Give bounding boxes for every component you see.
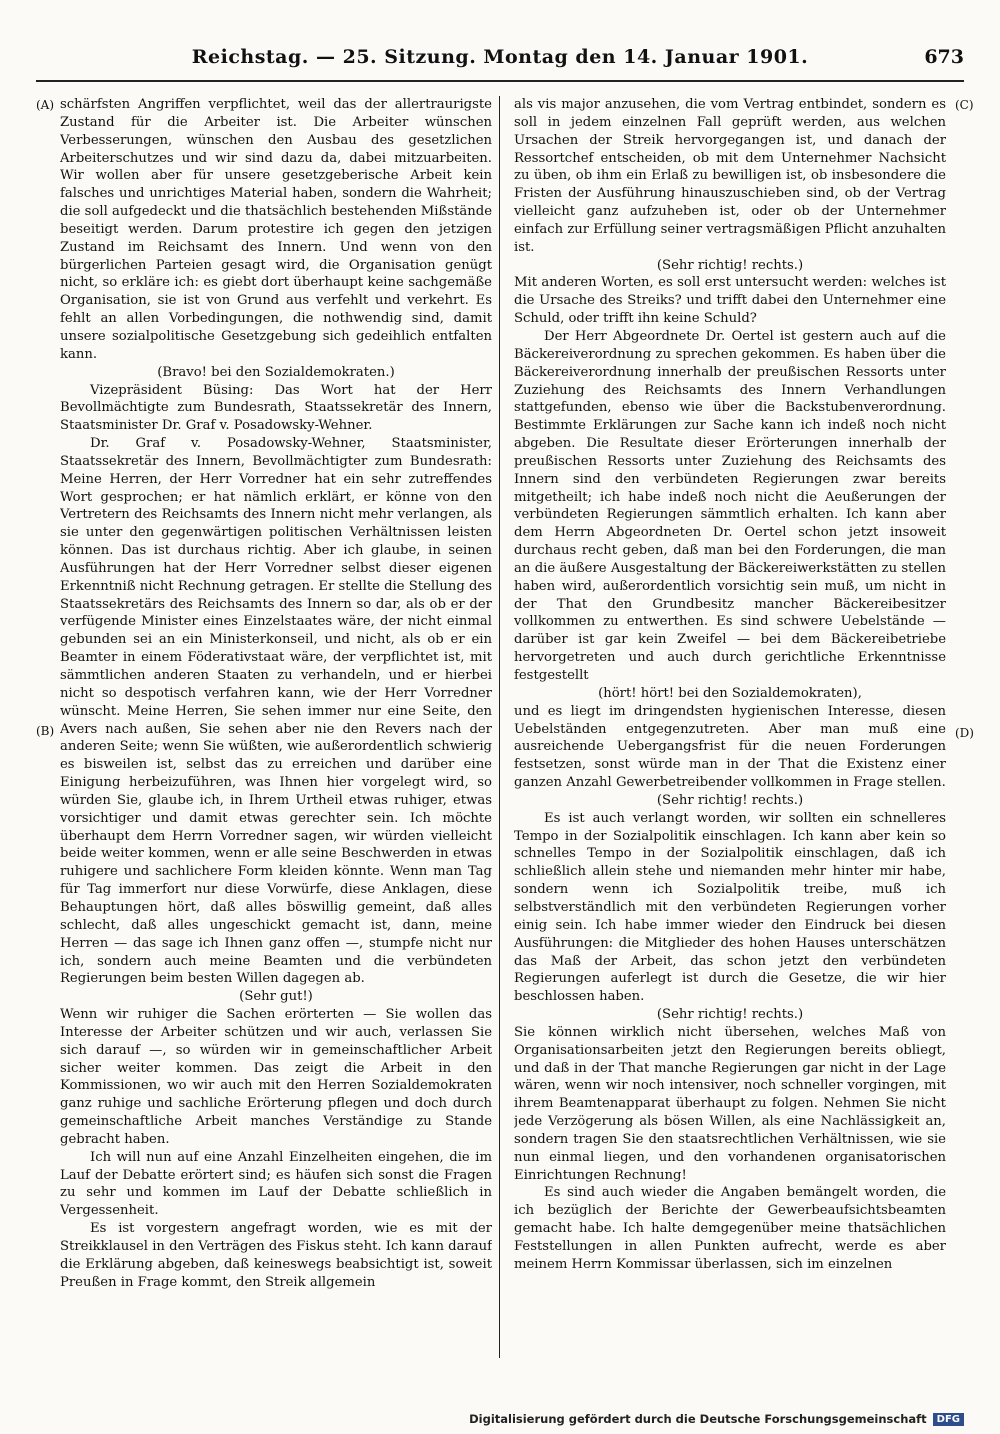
paragraph: Ich will nun auf eine Anzahl Einzelheiten eingehen, die im Lauf der Debatte erörtert sind; es häufen sich sonst die Fragen zu sehr und kommen im Lauf der Debatte schließlich in Vergessenheit. bbox=[60, 1149, 492, 1219]
digitization-credit bbox=[469, 1411, 964, 1427]
margin-marker-d: (D) bbox=[955, 726, 974, 740]
paragraph: als vis major anzusehen, die vom Vertrag entbindet, sondern es soll in jedem einzelnen Fall geprüft werden, aus welchen Ursachen der Streik hervorgegangen ist, und danach der Ressortchef entscheiden, ob mit dem Unternehmer Nachsicht zu üben, ob ihm ein Erlaß zu bewilligen ist, ob insbesondere die Fristen der Ausführung hinauszuschieben sind, ob der Vertrag vielleicht ganz aufzuheben ist, oder ob der Unternehmer einfach zur Erfüllung seiner vertragsmäßigen Pflicht anzuhalten ist. bbox=[514, 97, 946, 255]
paragraph: schärfsten Angriffen verpflichtet, weil das der allertraurigste Zustand für die Arbeiter ist. Die Arbeiter wünschen Verbesserungen, wünschen den Ausbau des gesetzlichen Arbeiterschutzes und wir sind dazu da, dabei mitzuarbeiten. Wir wollen aber für unsere gesetzgeberische Arbeit kein falsches und unrichtiges Material haben, sondern die Wahrheit; die soll aufgedeckt und die thatsächlich bestehenden Mißstände beseitigt werden. Darum protestire ich gegen den jetzigen Zustand im Reichsamt des Innern. Und wenn von den bürgerlichen Parteien gesagt wird, die Organisation genügt nicht, so erkläre ich: es giebt dort überhaupt keine sachgemäße Organisation, sie ist von Grund aus verfehlt und verkehrt. Es fehlt an allen Vorbedingungen, die nothwendig sind, damit unsere sozialpolitische Gesetzgebung sich gedeihlich entfalten kann. bbox=[60, 97, 492, 362]
dfg-logo: DFG bbox=[933, 1413, 964, 1426]
interjection: (Sehr richtig! rechts.) bbox=[656, 1007, 804, 1023]
paragraph: Es sind auch wieder die Angaben bemängelt worden, die ich bezüglich der Berichte der Gewerbeaufsichtsbeamten gemacht habe. Ich halte demgegenüber meine thatsächlichen Feststellungen in allen Punkten aufrecht, werde es aber meinem Herrn Kommissar überlassen, sich im einzelnen bbox=[514, 1185, 946, 1272]
interjection: (Sehr richtig! rechts.) bbox=[656, 792, 804, 808]
margin-marker-b: (B) bbox=[36, 724, 55, 738]
margin-marker-c: (C) bbox=[955, 98, 974, 112]
paragraph: Sie können wirklich nicht übersehen, welches Maß von Organisationsarbeiten jetzt den Regierungen bereits obliegt, und daß in der That manche Regierungen gar nicht in der Lage wären, wenn wir noch intensiver, noch schneller vorgingen, mit ihrem Beamtenapparat überhaupt zu folgen. Nehmen Sie nicht jede Verzögerung als bösen Willen, als eine Nachlässigkeit an, sondern tragen Sie den staatsrechtlichen Verhältnissen, wie sie nun einmal liegen, und den vorhandenen organisatorischen Einrichtungen Rechnung! bbox=[514, 1024, 946, 1183]
paragraph: Vizepräsident Büsing: Das Wort hat der Herr Bevollmächtigte zum Bundesrath, Staatssekretär des Innern, Staatsminister Dr. Graf v. Posadowsky-Wehner. bbox=[60, 382, 492, 434]
paragraph: Der Herr Abgeordnete Dr. Oertel ist gestern auch auf die Bäckereiverordnung zu sprechen gekommen. Es haben über die Bäckereiverordnung innerhalb der preußischen Ressorts unter Zuziehung des Reichsamts des Innern Verhandlungen stattgefunden, ebenso wie über die Backstubenverordnung. Bestimmte Erklärungen zur Sache kann ich indeß noch nicht abgeben. Die Resultate dieser Erörterungen innerhalb der preußischen Ressorts unter Zuziehung des Reichsamts des Innern sind den verbündeten Regierungen zwar bereits mitgetheilt; ich habe indeß noch nicht die Aeußerungen der verbündeten Regierungen sämmtlich erhalten. Ich kann aber dem Herrn Abgeordneten Dr. Oertel schon jetzt insoweit durchaus recht geben, daß man bei den Forderungen, die man an die äußere Ausgestaltung der Bäckereiwerkstätten zu stellen haben wird, außerordentlich vorsichtig sein muß, um nicht in der That den Grundbesitz mancher Bäckereibesitzer vollkommen zu entwerthen. Es sind schwere Uebelstände — darüber ist gar kein Zweifel — bei dem Bäckereibetriebe hervorgetreten und auch durch gerichtliche Erkenntnisse festgestellt bbox=[514, 328, 946, 683]
interjection: (Bravo! bei den Sozialdemokraten.) bbox=[157, 364, 395, 380]
paragraph: Wenn wir ruhiger die Sachen erörterten — Sie wollen das Interesse der Arbeiter schützen und wir auch, verlassen Sie sich darauf —, so würden wir in gemeinschaftlicher Arbeit sicher weiter kommen. Das zeigt die Arbeit in den Kommissionen, wo wir auch mit den Herren Sozialdemokraten ganz ruhige und sachliche Erörterung pflegen und doch durch gemeinschaftliche Arbeit manches Verständige zu Stande gebracht haben. bbox=[60, 1007, 492, 1147]
interjection: (hört! hört! bei den Sozialdemokraten), bbox=[598, 685, 862, 701]
paragraph: Es ist vorgestern angefragt worden, wie es mit der Streikklausel in den Verträgen des Fiskus steht. Ich kann darauf die Erklärung abgeben, daß keineswegs beabsichtigt ist, soweit Preußen in Frage kommt, den Streik allgemein bbox=[60, 1221, 492, 1290]
credit-text: Digitalisierung gefördert durch die Deutsche Forschungsgemeinschaft bbox=[469, 1412, 927, 1426]
paragraph: Mit anderen Worten, es soll erst untersucht werden: welches ist die Ursache des Streiks? und trifft dabei den Unternehmer eine Schuld, oder trifft ihn keine Schuld? bbox=[514, 275, 946, 327]
paragraph: und es liegt im dringendsten hygienischen Interesse, diesen Uebelständen entgegenzutreten. Aber man muß eine ausreichende Uebergangsfrist für die neuen Forderungen festsetzen, sonst würde man in der That die Existenz einer ganzen Anzahl Gewerbetreibender vollkommen in Frage stellen. bbox=[514, 703, 946, 791]
running-title: Reichstag. — 25. Sitzung. Montag den 14. Januar 1901. bbox=[191, 46, 809, 68]
interjection: (Sehr richtig! rechts.) bbox=[656, 257, 804, 273]
page-header bbox=[36, 44, 964, 82]
paragraph: Dr. Graf v. Posadowsky-Wehner, Staatsminister, Staatssekretär des Innern, Bevollmächtigter zum Bundesrath: Meine Herren, der Herr Vorredner hat ein sehr zutreffendes Wort gesprochen; er hat nämlich erklärt, er könne von den Vertretern des Reichsamts des Innern nicht mehr verlangen, als sie unter den gegenwärtigen politischen Verhältnissen leisten können. Das ist durchaus richtig. Aber ich glaube, in seinen Ausführungen hat der Herr Vorredner selbst dieser eigenen Erkenntniß nicht Rechnung getragen. Er stellte die Stellung des Staatssekretärs des Reichsamts des Innern so dar, als ob er der verfügende Minister eines Einzelstaates wäre, der nicht einmal gebunden sei an ein Ministerkonseil, und nicht, als ob er ein Beamter in einem Föderativstaat wäre, der verpflichtet ist, mit sämmtlichen anderen Staaten zu verhandeln, und er hierbei nicht so despotisch verfahren kann, wie der Herr Vorredner wünscht. Meine Herren, Sie sehen immer nur eine Seite, den Avers nach außen, Sie sehen aber nie den Revers nach der anderen Seite; wenn Sie wüßten, wie außerordentlich schwierig es bisweilen ist, selbst das zu erreichen und darüber eine Einigung herbeizuführen, was Ihnen hier vorgelegt wird, so würden Sie, glaube ich, in Ihrem Urtheil etwas ruhiger, etwas vorsichtiger und damit etwas gerechter sein. Ich möchte überhaupt dem Herrn Vorredner sagen, wir würden vielleicht beide weiter kommen, wenn er alle seine Beschwerden in etwas ruhigere und sachlichere Form kleiden könnte. Wenn man Tag für Tag immerfort nur diese Vorwürfe, diese Anklagen, diese Behauptungen hört, daß alles böswillig gemeint, daß alles schlecht, daß alles ungeschickt gemacht ist, dann, meine Herren — das sage ich Ihnen ganz offen —, stumpfe nicht nur ich, sondern auch meine Beamten und die verbündeten Regierungen beim besten Willen dagegen ab. bbox=[60, 436, 492, 987]
page-number: 673 bbox=[924, 46, 964, 68]
right-text-column bbox=[514, 96, 946, 1358]
margin-marker-a: (A) bbox=[36, 98, 55, 112]
column-divider bbox=[499, 96, 500, 1358]
left-text-column bbox=[60, 96, 492, 1358]
paragraph: Es ist auch verlangt worden, wir sollten ein schnelleres Tempo in der Sozialpolitik einschlagen. Ich kann aber kein so schnelles Tempo in der Sozialpolitik einschlagen, daß ich schließlich allein stehe und niemanden mehr hinter mir habe, sondern wenn ich Sozialpolitik treibe, muß ich selbstverständlich mit den verbündeten Regierungen vorher einig sein. Ich habe immer wieder den Eindruck bei diesen Ausführungen: die Mitglieder des hohen Hauses unterschätzen das Maß der Arbeit, das schon jetzt den verbündeten Regierungen auferlegt ist durch die Gesetze, die wir hier beschlossen haben. bbox=[514, 810, 946, 1005]
interjection: (Sehr gut!) bbox=[239, 989, 313, 1005]
